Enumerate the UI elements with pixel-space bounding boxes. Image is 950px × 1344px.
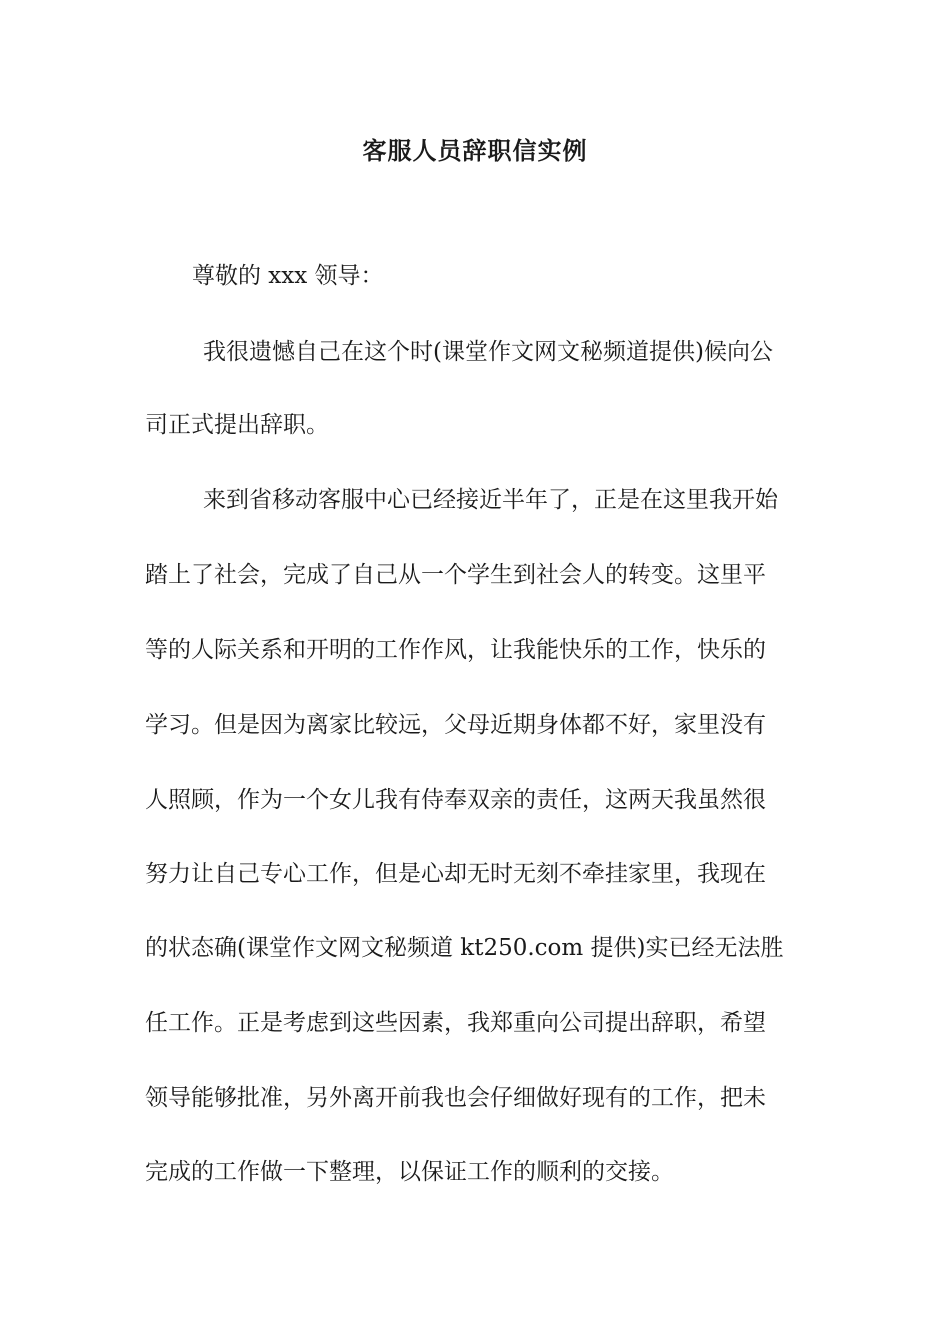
paragraph-2-line-1: 来到省移动客服中心已经接近半年了，正是在这里我开始 xyxy=(203,487,778,513)
document-title: 客服人员辞职信实例 xyxy=(362,136,588,165)
paragraph-2-line-10: 完成的工作做一下整理，以保证工作的顺利的交接。 xyxy=(145,1159,674,1185)
paragraph-2-line-5: 人照顾，作为一个女儿我有侍奉双亲的责任，这两天我虽然很 xyxy=(145,787,766,813)
salutation: 尊敬的 xxx 领导： xyxy=(192,263,384,289)
paragraph-2-line-7: 的状态确(课堂作文网文秘频道 kt250.com 提供)实已经无法胜 xyxy=(145,935,784,961)
paragraph-2-line-4: 学习。但是因为离家比较远，父母近期身体都不好，家里没有 xyxy=(145,712,766,738)
paragraph-2-line-8: 任工作。正是考虑到这些因素，我郑重向公司提出辞职，希望 xyxy=(145,1010,766,1036)
paragraph-2-line-3: 等的人际关系和开明的工作作风，让我能快乐的工作，快乐的 xyxy=(145,637,766,663)
paragraph-1-line-1: 我很遗憾自己在这个时(课堂作文网文秘频道提供)候向公 xyxy=(203,339,773,365)
paragraph-2-line-2: 踏上了社会，完成了自己从一个学生到社会人的转变。这里平 xyxy=(145,562,766,588)
paragraph-1-line-2: 司正式提出辞职。 xyxy=(145,412,329,438)
paragraph-2-line-9: 领导能够批准，另外离开前我也会仔细做好现有的工作，把未 xyxy=(145,1085,766,1111)
paragraph-2-line-6: 努力让自己专心工作，但是心却无时无刻不牵挂家里，我现在 xyxy=(145,861,766,887)
